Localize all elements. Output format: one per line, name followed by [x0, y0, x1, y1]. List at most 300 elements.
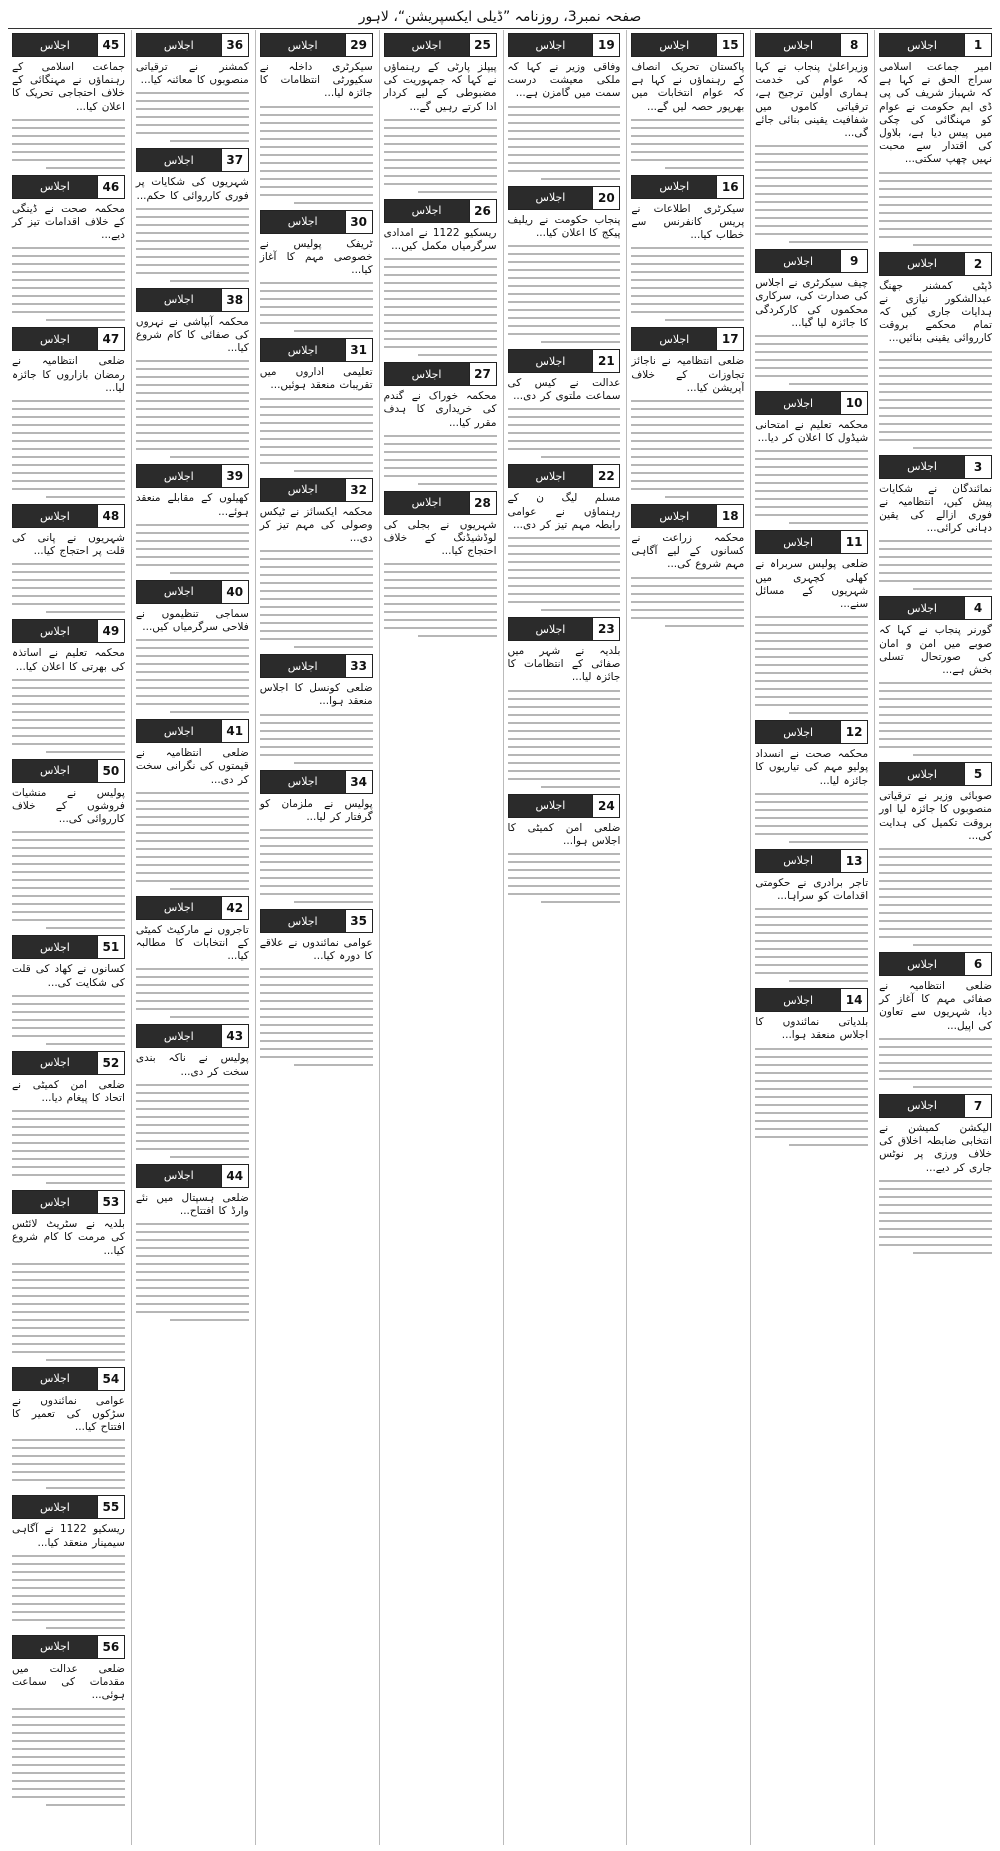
text-line — [755, 482, 868, 484]
text-line — [665, 319, 744, 321]
item-body: الیکشن کمیشن نے انتخابی ضابطہ اخلاق کی خلاف ورزی پر نوٹس جاری کر دیے... — [879, 1121, 992, 1174]
text-line — [260, 722, 373, 724]
text-line — [755, 201, 868, 203]
text-line — [755, 648, 868, 650]
text-lines — [384, 119, 497, 193]
text-line — [136, 400, 249, 402]
text-line — [12, 432, 125, 434]
item-body: کھیلوں کے مقابلے منعقد ہوئے... — [135, 492, 249, 518]
item-body: ضلعی امن کمیٹی نے اتحاد کا پیغام دیا... — [12, 1078, 125, 1105]
text-line — [294, 470, 373, 472]
item-header — [879, 596, 992, 620]
text-line — [508, 424, 621, 426]
text-line — [755, 1088, 868, 1090]
text-line — [631, 127, 744, 129]
text-line — [12, 603, 125, 605]
news-item — [879, 596, 992, 756]
text-line — [789, 241, 868, 243]
item-label: اجلاس — [137, 720, 221, 742]
text-line — [260, 430, 373, 432]
item-label: اجلاس — [880, 456, 964, 478]
text-line — [879, 228, 992, 230]
text-line — [136, 679, 249, 681]
item-label: اجلاس — [880, 1095, 964, 1117]
item-body: جماعت اسلامی کے رہنماؤں نے مہنگائی کے خلاف احتجاجی تحریک کا اعلان کیا... — [12, 61, 125, 113]
text-line — [170, 1319, 249, 1321]
text-line — [136, 216, 249, 218]
item-body: پاکستان تحریک انصاف کے رہنماؤں نے کہا ہے کہ عوام انتخابات میں بھرپور حصہ لیں گے... — [631, 61, 745, 113]
text-line — [879, 431, 992, 433]
text-line — [260, 558, 373, 560]
text-line — [384, 322, 497, 324]
text-line — [418, 354, 497, 356]
text-line — [12, 1724, 125, 1726]
text-line — [12, 1271, 125, 1273]
text-line — [755, 1112, 868, 1114]
text-line — [755, 817, 868, 819]
item-number: 18 — [716, 505, 743, 527]
text-line — [631, 287, 744, 289]
item-label: اجلاس — [880, 597, 964, 619]
text-line — [12, 135, 125, 137]
text-line — [755, 1096, 868, 1098]
text-line — [755, 185, 868, 187]
item-body: سماجی تنظیموں نے فلاحی سرگرمیاں کیں... — [135, 607, 249, 634]
text-lines — [12, 563, 125, 613]
text-line — [631, 480, 744, 482]
text-line — [879, 188, 992, 190]
text-line — [136, 880, 249, 882]
text-line — [508, 778, 621, 780]
item-header — [755, 849, 868, 873]
text-line — [136, 1100, 249, 1102]
text-line — [12, 1447, 125, 1449]
item-label: اجلاس — [13, 620, 97, 642]
item-header — [12, 1367, 125, 1391]
text-line — [12, 1611, 125, 1613]
text-line — [879, 548, 992, 550]
news-item — [508, 794, 621, 903]
text-line — [12, 119, 125, 121]
text-line — [136, 1311, 249, 1313]
text-line — [631, 271, 744, 273]
item-label: اجلاس — [756, 531, 840, 553]
text-line — [508, 253, 621, 255]
text-line — [46, 1627, 125, 1629]
text-line — [136, 392, 249, 394]
text-lines — [12, 831, 125, 929]
text-line — [260, 861, 373, 863]
text-line — [12, 587, 125, 589]
news-item — [12, 619, 125, 752]
text-line — [631, 456, 744, 458]
item-body: وفاقی وزیر نے کہا کہ ملکی معیشت درست سمت میں گامزن ہے... — [507, 61, 621, 100]
text-line — [418, 635, 497, 637]
text-line — [12, 1287, 125, 1289]
item-header — [508, 464, 621, 488]
item-body: صوبائی وزیر نے ترقیاتی منصوبوں کا جائزہ لیا اور بروقت تکمیل کی ہدایت کی... — [879, 790, 992, 842]
text-line — [260, 754, 373, 756]
text-line — [260, 130, 373, 132]
text-line — [260, 885, 373, 887]
text-line — [508, 106, 621, 108]
text-line — [508, 114, 621, 116]
text-line — [136, 556, 249, 558]
text-lines — [12, 679, 125, 753]
text-line — [12, 687, 125, 689]
item-number: 40 — [221, 581, 248, 603]
text-line — [12, 424, 125, 426]
text-line — [755, 193, 868, 195]
item-header — [879, 33, 992, 57]
text-line — [384, 127, 497, 129]
text-line — [12, 247, 125, 249]
news-column — [379, 30, 497, 1845]
text-line — [755, 809, 868, 811]
item-number: 43 — [221, 1025, 248, 1047]
text-line — [136, 1223, 249, 1225]
text-line — [170, 456, 249, 458]
text-line — [879, 439, 992, 441]
text-line — [384, 611, 497, 613]
news-item — [631, 33, 744, 169]
text-lines — [755, 1048, 868, 1146]
text-line — [12, 1035, 125, 1037]
item-body: ضلعی پولیس سربراہ نے کھلی کچہری میں شہریوں کے مسائل سنے... — [755, 558, 869, 611]
text-line — [136, 976, 249, 978]
text-line — [755, 450, 868, 452]
item-body: کسانوں نے کھاد کی قلت کی شکایت کی... — [12, 963, 125, 989]
text-line — [755, 672, 868, 674]
text-line — [631, 255, 744, 257]
item-header — [755, 33, 868, 57]
text-line — [755, 490, 868, 492]
news-item — [136, 1024, 249, 1157]
text-line — [541, 786, 620, 788]
text-line — [384, 467, 497, 469]
item-number: 41 — [221, 720, 248, 742]
text-line — [879, 540, 992, 542]
text-line — [755, 624, 868, 626]
text-line — [879, 204, 992, 206]
text-line — [260, 598, 373, 600]
item-label: اجلاس — [261, 910, 345, 932]
text-lines — [879, 540, 992, 590]
text-line — [879, 746, 992, 748]
item-header — [12, 759, 125, 783]
text-line — [789, 522, 868, 524]
text-line — [260, 845, 373, 847]
text-line — [879, 864, 992, 866]
text-line — [260, 829, 373, 831]
item-label: اجلاس — [509, 350, 593, 372]
item-header — [136, 288, 249, 312]
text-line — [260, 1032, 373, 1034]
item-number: 1 — [964, 34, 991, 56]
text-line — [260, 730, 373, 732]
text-line — [136, 416, 249, 418]
text-line — [136, 832, 249, 834]
text-line — [913, 944, 992, 946]
text-line — [12, 1748, 125, 1750]
text-line — [755, 940, 868, 942]
text-lines — [755, 335, 868, 385]
text-line — [12, 919, 125, 921]
text-line — [136, 872, 249, 874]
item-number: 6 — [964, 953, 991, 975]
item-header — [384, 199, 497, 223]
text-line — [46, 496, 125, 498]
text-lines — [384, 435, 497, 485]
text-line — [508, 170, 621, 172]
item-body: سیکرٹری داخلہ نے سکیورٹی انتظامات کا جائزہ لیا... — [259, 61, 373, 100]
text-line — [260, 290, 373, 292]
text-line — [384, 451, 497, 453]
news-item — [136, 464, 249, 573]
item-body: مسلم لیگ ن کے رہنماؤں نے عوامی رابطہ مہم تیز کر دی... — [507, 492, 621, 531]
item-body: چیف سیکرٹری نے اجلاس کی صدارت کی، سرکاری محکموں کی کارکردگی کا جائزہ لیا گیا... — [755, 277, 869, 329]
text-line — [136, 1247, 249, 1249]
text-line — [12, 895, 125, 897]
item-header — [12, 1190, 125, 1214]
text-line — [755, 688, 868, 690]
text-line — [879, 212, 992, 214]
text-line — [384, 338, 497, 340]
text-lines — [508, 245, 621, 343]
item-label: اجلاس — [509, 34, 593, 56]
news-item — [755, 988, 868, 1145]
text-line — [136, 360, 249, 362]
text-line — [12, 1732, 125, 1734]
text-line — [755, 656, 868, 658]
item-header — [384, 491, 497, 515]
item-number: 10 — [840, 392, 867, 414]
text-line — [755, 1120, 868, 1122]
item-number: 46 — [97, 176, 124, 198]
item-label: اجلاس — [509, 618, 593, 640]
text-line — [12, 263, 125, 265]
text-line — [631, 472, 744, 474]
news-item — [12, 1051, 125, 1184]
item-body: ریسکیو 1122 نے امدادی سرگرمیاں مکمل کیں... — [383, 226, 497, 253]
text-line — [260, 1048, 373, 1050]
item-number: 19 — [592, 34, 619, 56]
item-body: تاجروں نے مارکیٹ کمیٹی کے انتخابات کا مطالبہ کیا... — [135, 923, 249, 963]
item-header — [260, 654, 373, 678]
text-line — [260, 1056, 373, 1058]
text-line — [384, 619, 497, 621]
item-header — [384, 33, 497, 57]
text-line — [136, 1271, 249, 1273]
text-line — [260, 170, 373, 172]
text-line — [260, 314, 373, 316]
news-item — [12, 1367, 125, 1490]
text-line — [260, 438, 373, 440]
page-masthead: صفحہ نمبر3، روزنامہ ”ڈیلی ایکسپریشن“، لاہور — [8, 6, 992, 29]
text-line — [879, 423, 992, 425]
text-line — [879, 220, 992, 222]
text-line — [136, 384, 249, 386]
text-line — [755, 1128, 868, 1130]
text-line — [508, 146, 621, 148]
text-line — [879, 1236, 992, 1238]
text-line — [12, 1327, 125, 1329]
item-body: نمائندگان نے شکایات پیش کیں، انتظامیہ نے فوری ازالے کی یقین دہانی کرائی... — [879, 482, 992, 535]
text-line — [631, 416, 744, 418]
text-line — [136, 1092, 249, 1094]
item-number: 53 — [97, 1191, 124, 1213]
item-number: 13 — [840, 850, 867, 872]
text-line — [631, 159, 744, 161]
item-label: اجلاس — [261, 34, 345, 56]
text-line — [384, 183, 497, 185]
text-line — [755, 956, 868, 958]
text-line — [12, 831, 125, 833]
text-line — [12, 871, 125, 873]
text-line — [508, 130, 621, 132]
item-label: اجلاس — [13, 505, 97, 527]
text-line — [136, 1287, 249, 1289]
item-label: اجلاس — [756, 250, 840, 272]
text-line — [12, 1708, 125, 1710]
item-body: بلدیہ نے شہر میں صفائی کے انتظامات کا جائزہ لیا... — [507, 645, 621, 684]
text-line — [384, 167, 497, 169]
news-item — [136, 580, 249, 713]
text-lines — [136, 360, 249, 458]
text-line — [260, 146, 373, 148]
text-lines — [879, 682, 992, 756]
item-number: 12 — [840, 721, 867, 743]
text-line — [508, 309, 621, 311]
text-lines — [136, 792, 249, 890]
text-line — [755, 466, 868, 468]
text-line — [755, 801, 868, 803]
text-line — [260, 837, 373, 839]
text-line — [879, 928, 992, 930]
text-line — [631, 432, 744, 434]
text-lines — [12, 1555, 125, 1629]
item-header — [755, 249, 868, 273]
news-item — [384, 199, 497, 356]
item-body: کمشنر نے ترقیاتی منصوبوں کا معائنہ کیا... — [135, 61, 249, 87]
news-item — [12, 504, 125, 613]
text-line — [136, 100, 249, 102]
text-line — [260, 1024, 373, 1026]
text-line — [631, 609, 744, 611]
text-line — [12, 1563, 125, 1565]
text-line — [136, 687, 249, 689]
text-lines — [12, 1263, 125, 1361]
text-lines — [136, 208, 249, 282]
item-body: پنجاب حکومت نے ریلیف پیکج کا اعلان کیا... — [507, 213, 621, 239]
item-header — [384, 362, 497, 386]
text-lines — [755, 145, 868, 243]
text-line — [12, 143, 125, 145]
text-line — [260, 414, 373, 416]
item-number: 31 — [345, 339, 372, 361]
text-line — [755, 793, 868, 795]
item-body: پیپلز پارٹی کے رہنماؤں نے کہا کہ جمہوریت کی مضبوطی کے لیے کردار ادا کرتے رہیں گے... — [383, 61, 497, 113]
text-line — [755, 964, 868, 966]
text-line — [12, 1595, 125, 1597]
text-line — [755, 335, 868, 337]
text-line — [508, 585, 621, 587]
text-line — [12, 571, 125, 573]
item-number: 8 — [840, 34, 867, 56]
text-line — [879, 172, 992, 174]
news-item — [136, 1164, 249, 1321]
text-line — [755, 458, 868, 460]
text-line — [879, 1212, 992, 1214]
item-body: ڈپٹی کمشنر جھنگ عبدالشکور نیازی نے ہدایات جاری کیں کہ تمام محکمے بروقت کارروائی یقینی بنائیں... — [879, 279, 992, 345]
text-line — [260, 606, 373, 608]
text-line — [260, 122, 373, 124]
text-line — [879, 351, 992, 353]
text-line — [260, 454, 373, 456]
text-line — [260, 968, 373, 970]
text-line — [631, 617, 744, 619]
text-line — [46, 1043, 125, 1045]
text-line — [260, 590, 373, 592]
item-label: اجلاس — [756, 850, 840, 872]
text-line — [384, 314, 497, 316]
text-line — [631, 263, 744, 265]
item-label: اجلاس — [756, 721, 840, 743]
text-line — [12, 1351, 125, 1353]
text-line — [631, 400, 744, 402]
text-line — [879, 1054, 992, 1056]
text-line — [384, 266, 497, 268]
text-line — [12, 1764, 125, 1766]
text-line — [418, 483, 497, 485]
text-line — [260, 178, 373, 180]
item-number: 55 — [97, 1496, 124, 1518]
text-line — [12, 255, 125, 257]
text-line — [12, 735, 125, 737]
text-line — [879, 1078, 992, 1080]
text-line — [879, 407, 992, 409]
text-line — [260, 992, 373, 994]
text-line — [136, 984, 249, 986]
text-line — [136, 1124, 249, 1126]
text-line — [384, 274, 497, 276]
text-line — [136, 368, 249, 370]
item-header — [136, 1024, 249, 1048]
text-line — [879, 580, 992, 582]
item-header — [136, 33, 249, 57]
text-line — [136, 264, 249, 266]
text-line — [12, 1011, 125, 1013]
text-line — [136, 232, 249, 234]
text-line — [260, 1016, 373, 1018]
item-number: 49 — [97, 620, 124, 642]
item-header — [508, 794, 621, 818]
text-line — [508, 601, 621, 603]
item-number: 11 — [840, 531, 867, 553]
text-line — [12, 1788, 125, 1790]
news-item — [12, 1495, 125, 1628]
text-line — [260, 282, 373, 284]
item-number: 25 — [469, 34, 496, 56]
text-line — [541, 456, 620, 458]
text-line — [879, 936, 992, 938]
text-line — [170, 888, 249, 890]
item-body: پولیس نے ناکہ بندی سخت کر دی... — [135, 1052, 249, 1078]
text-line — [12, 1142, 125, 1144]
item-number: 52 — [97, 1052, 124, 1074]
text-line — [631, 311, 744, 313]
text-line — [12, 1587, 125, 1589]
